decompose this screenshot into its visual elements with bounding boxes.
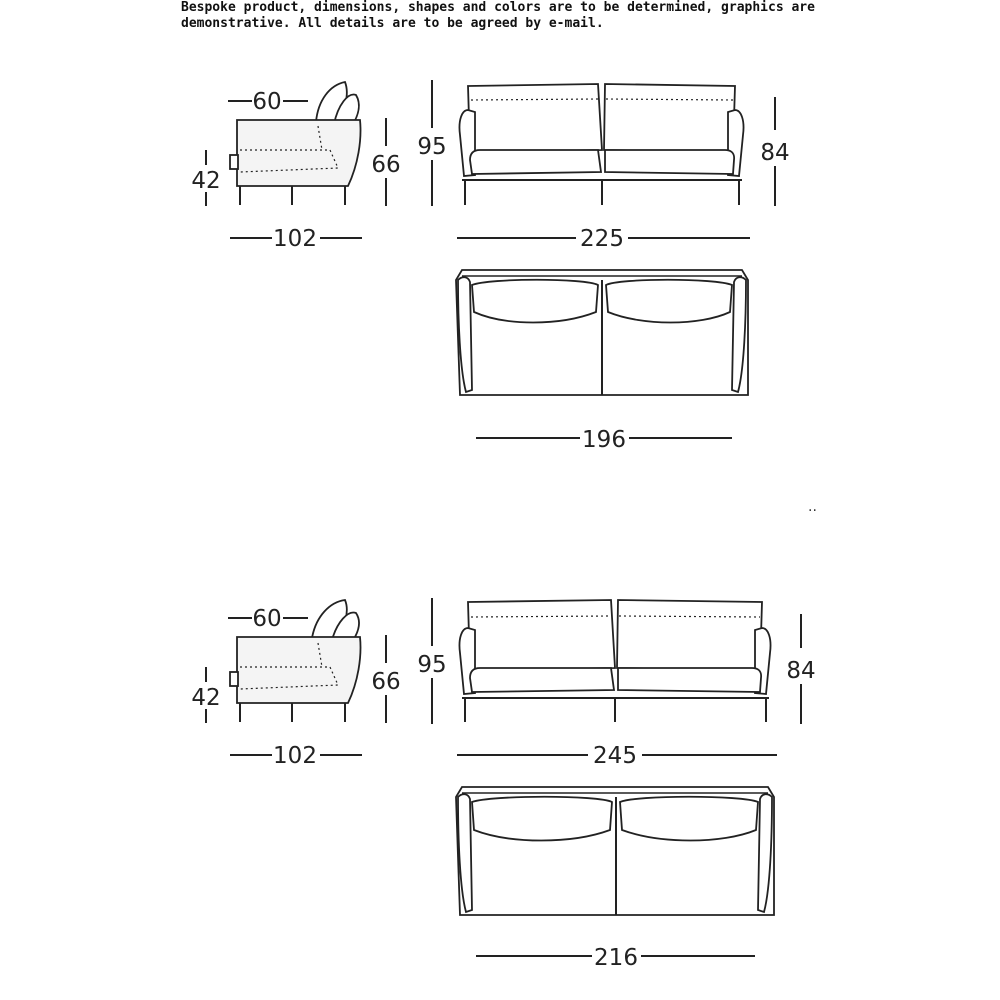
sofa-large-top-dims xyxy=(476,945,755,971)
front-back-cushion-right xyxy=(604,84,735,152)
dim-side-arm-depth: 60 xyxy=(252,606,282,632)
side-arm-front xyxy=(230,155,238,169)
stray-mark: .. xyxy=(808,499,817,515)
side-body xyxy=(237,120,361,186)
side-body xyxy=(237,637,361,703)
dim-front-back-height: 84 xyxy=(786,658,816,684)
front-back-cushion-left xyxy=(468,600,615,670)
sofa-large-group xyxy=(191,598,815,971)
sofa-small-top-dims xyxy=(476,427,732,453)
top-back-cushion-left xyxy=(472,797,612,841)
dim-front-height: 95 xyxy=(417,134,447,160)
sofa-small-top-view xyxy=(456,270,748,395)
disclaimer-line-1: Bespoke product, dimensions, shapes and colors are to be determined, graphics are xyxy=(181,0,815,15)
front-seat-left xyxy=(470,668,614,692)
dim-top-seat-width: 216 xyxy=(594,945,638,971)
front-back-cushion-left xyxy=(468,84,602,152)
dim-side-seat-height: 42 xyxy=(191,168,221,194)
sofa-small-group xyxy=(191,80,789,453)
dim-side-arm-height: 66 xyxy=(371,669,401,695)
dim-side-depth: 102 xyxy=(273,226,317,252)
sofa-large-front-view xyxy=(459,600,770,722)
dim-side-depth: 102 xyxy=(273,743,317,769)
sofa-large-top-view xyxy=(456,787,774,915)
front-back-cushion-right xyxy=(617,600,762,670)
front-seat-right xyxy=(618,668,761,692)
top-back-cushion-left xyxy=(472,280,598,323)
side-arm-front xyxy=(230,672,238,686)
dim-front-width: 245 xyxy=(593,743,637,769)
front-seat-left xyxy=(470,150,601,174)
top-back-cushion-right xyxy=(620,797,758,841)
dim-top-seat-width: 196 xyxy=(582,427,626,453)
sofa-small-front-view xyxy=(459,84,743,205)
top-back-cushion-right xyxy=(606,280,732,323)
dim-side-arm-depth: 60 xyxy=(252,89,282,115)
dim-side-arm-height: 66 xyxy=(371,152,401,178)
dim-side-seat-height: 42 xyxy=(191,685,221,711)
front-seat-right xyxy=(605,150,734,174)
dim-front-height: 95 xyxy=(417,652,447,678)
dim-front-width: 225 xyxy=(580,226,624,252)
dim-front-back-height: 84 xyxy=(760,140,790,166)
disclaimer-line-2: demonstrative. All details are to be agreed by e-mail. xyxy=(181,16,604,31)
